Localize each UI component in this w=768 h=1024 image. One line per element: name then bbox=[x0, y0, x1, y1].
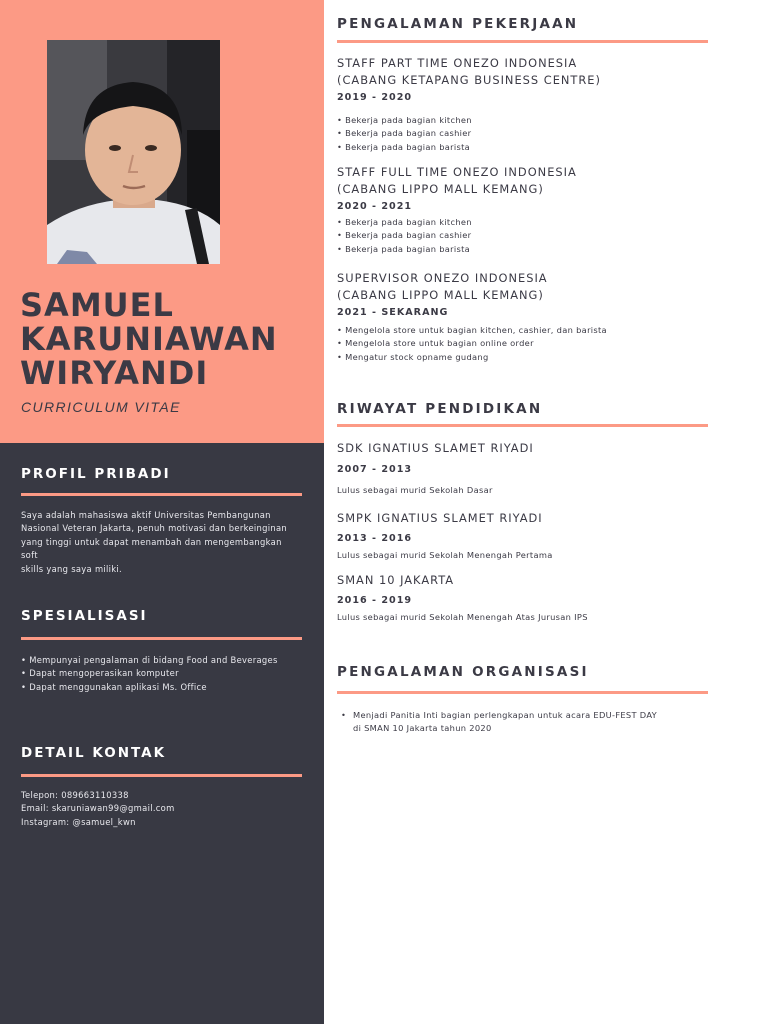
job-title-line: (CABANG LIPPO MALL KEMANG) bbox=[337, 287, 544, 302]
bullet-icon: • bbox=[341, 710, 347, 720]
job-date: 2020 - 2021 bbox=[337, 201, 413, 212]
kontak-instagram: Instagram: @samuel_kwn bbox=[21, 816, 136, 827]
spesialisasi-item: • Dapat menggunakan aplikasi Ms. Office bbox=[21, 681, 207, 692]
kontak-divider bbox=[21, 774, 302, 777]
profil-line-4: skills yang saya miliki. bbox=[21, 563, 123, 574]
spesialisasi-divider bbox=[21, 637, 302, 640]
job-title-line: STAFF FULL TIME ONEZO INDONESIA bbox=[337, 165, 577, 179]
kontak-list bbox=[21, 789, 301, 829]
school-name: SMPK IGNATIUS SLAMET RIYADI bbox=[337, 511, 543, 525]
school-desc: Lulus sebagai murid Sekolah Menengah Atas Jurusan IPS bbox=[337, 612, 588, 622]
spesialisasi-list bbox=[21, 654, 301, 694]
profil-heading: PROFIL PRIBADI bbox=[21, 466, 171, 482]
job-duties bbox=[337, 324, 707, 364]
job-duty: • Mengelola store untuk bagian online order bbox=[337, 338, 534, 349]
kontak-email: Email: skaruniawan99@gmail.com bbox=[21, 803, 175, 814]
spesialisasi-item: • Mempunyai pengalaman di bidang Food and Beverages bbox=[21, 655, 278, 665]
organisasi-divider bbox=[337, 691, 708, 694]
organisasi-item bbox=[341, 709, 691, 736]
document-subtitle: CURRICULUM VITAE bbox=[21, 399, 181, 415]
spesialisasi-heading: SPESIALISASI bbox=[21, 608, 148, 624]
pekerjaan-heading: PENGALAMAN PEKERJAAN bbox=[337, 16, 579, 32]
name-line-1: SAMUEL bbox=[20, 286, 174, 324]
job-duty: • Mengatur stock opname gudang bbox=[337, 351, 489, 362]
job-duty: • Bekerja pada bagian cashier bbox=[337, 230, 472, 241]
job-duties bbox=[337, 216, 707, 256]
job-duty: • Bekerja pada bagian barista bbox=[337, 141, 471, 152]
job-date: 2021 - SEKARANG bbox=[337, 307, 449, 318]
profil-text bbox=[21, 509, 301, 576]
organisasi-line: di SMAN 10 Jakarta tahun 2020 bbox=[353, 723, 492, 734]
organisasi-heading: PENGALAMAN ORGANISASI bbox=[337, 664, 589, 680]
job-title bbox=[337, 270, 548, 303]
spesialisasi-item: • Dapat mengoperasikan komputer bbox=[21, 668, 179, 679]
job-title bbox=[337, 164, 577, 197]
profil-line-1: Saya adalah mahasiswa aktif Universitas Pembangunan bbox=[21, 510, 271, 520]
pendidikan-divider bbox=[337, 424, 708, 427]
organisasi-line: Menjadi Panitia Inti bagian perlengkapan untuk acara EDU-FEST DAY bbox=[353, 710, 658, 720]
name-line-2: KARUNIAWAN bbox=[20, 320, 278, 358]
kontak-telepon: Telepon: 089663110338 bbox=[21, 790, 129, 800]
school-name: SDK IGNATIUS SLAMET RIYADI bbox=[337, 441, 534, 455]
job-title bbox=[337, 55, 601, 88]
job-title-line: SUPERVISOR ONEZO INDONESIA bbox=[337, 271, 548, 285]
candidate-name bbox=[20, 288, 320, 390]
job-duty: • Bekerja pada bagian kitchen bbox=[337, 217, 472, 227]
job-date: 2019 - 2020 bbox=[337, 92, 413, 103]
job-duty: • Bekerja pada bagian kitchen bbox=[337, 115, 472, 125]
job-duty: • Bekerja pada bagian barista bbox=[337, 243, 471, 254]
job-title-line: (CABANG LIPPO MALL KEMANG) bbox=[337, 181, 544, 196]
school-date: 2013 - 2016 bbox=[337, 533, 413, 544]
profil-line-3: yang tinggi untuk dapat menambah dan mengembangkan soft bbox=[21, 536, 282, 561]
job-title-line: STAFF PART TIME ONEZO INDONESIA bbox=[337, 56, 578, 70]
job-duty: • Bekerja pada bagian cashier bbox=[337, 128, 472, 139]
kontak-heading: DETAIL KONTAK bbox=[21, 745, 167, 761]
name-line-3: WIRYANDI bbox=[20, 354, 209, 392]
school-date: 2007 - 2013 bbox=[337, 464, 413, 475]
pendidikan-heading: RIWAYAT PENDIDIKAN bbox=[337, 401, 543, 417]
job-duties bbox=[337, 114, 707, 154]
profil-line-2: Nasional Veteran Jakarta, penuh motivasi dan berkeinginan bbox=[21, 523, 288, 534]
school-desc: Lulus sebagai murid Sekolah Dasar bbox=[337, 485, 493, 495]
pekerjaan-divider bbox=[337, 40, 708, 43]
school-name: SMAN 10 JAKARTA bbox=[337, 573, 455, 587]
school-desc: Lulus sebagai murid Sekolah Menengah Pertama bbox=[337, 550, 553, 560]
job-duty: • Mengelola store untuk bagian kitchen, cashier, dan barista bbox=[337, 325, 607, 335]
profil-divider bbox=[21, 493, 302, 496]
school-date: 2016 - 2019 bbox=[337, 595, 413, 606]
job-title-line: (CABANG KETAPANG BUSINESS CENTRE) bbox=[337, 72, 601, 87]
profile-photo bbox=[47, 40, 220, 264]
